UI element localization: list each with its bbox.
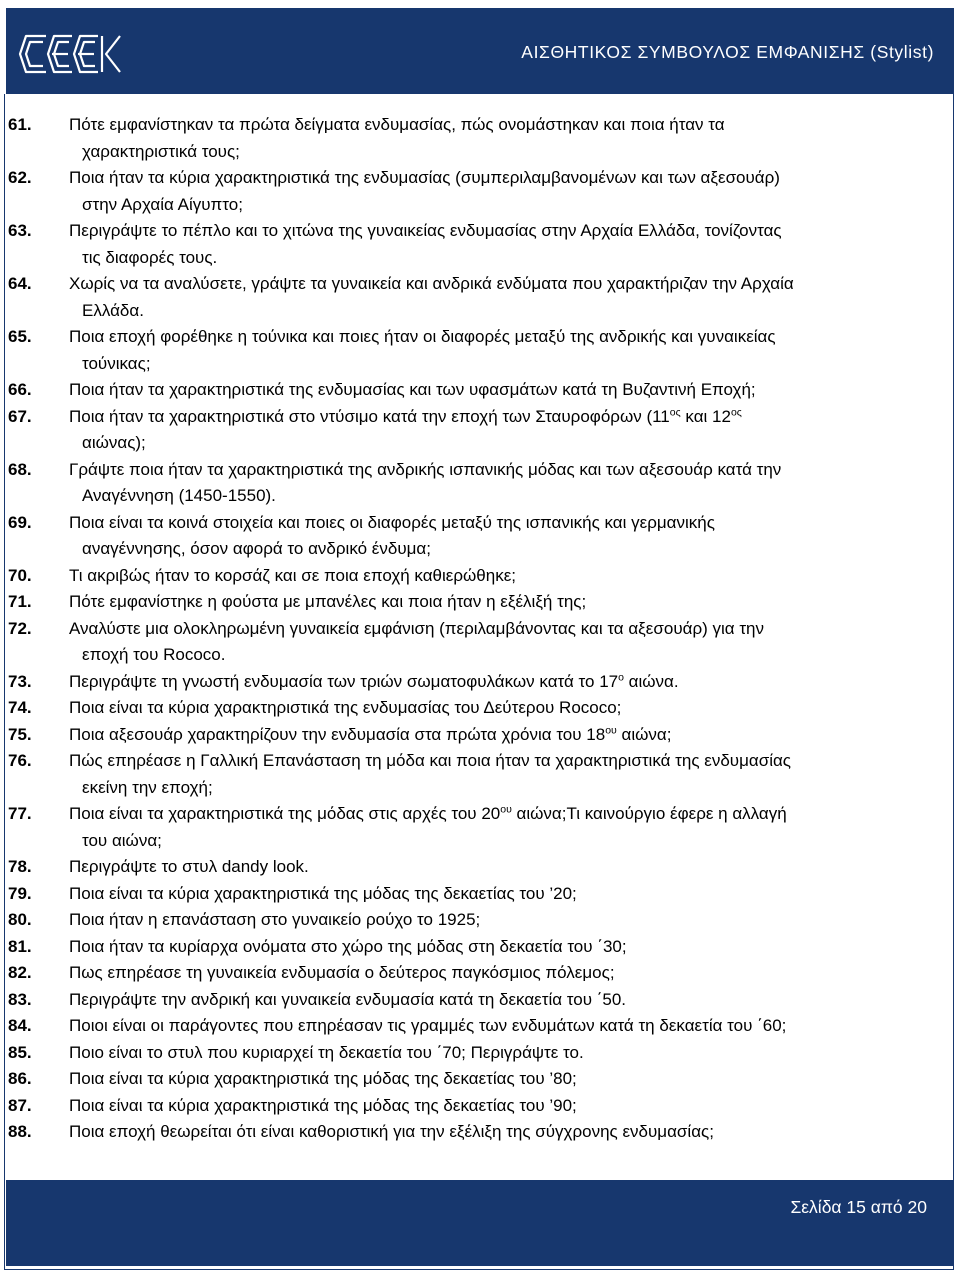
question-text-line: Ποια εποχή θεωρείται ότι είναι καθοριστική για την εξέλιξη της σύγχρονης ενδυμασίας; [69, 1122, 714, 1141]
question-number: 65. [8, 327, 32, 346]
question-item [8, 722, 948, 749]
question-number: 85. [8, 1042, 32, 1062]
question-text-line: τις διαφορές τους. [82, 247, 218, 267]
question-number: 67. [8, 406, 32, 426]
question-number: 77. [8, 804, 32, 823]
question-number: 70. [8, 565, 32, 585]
question-number: 69. [8, 512, 32, 532]
question-text-line: Ποια είναι τα κοινά στοιχεία και ποιες οι διαφορές μεταξύ της ισπανικής και γερμανικής [69, 512, 715, 532]
question-text-line: Ποια εποχή φορέθηκε η τούνικα και ποιες ήταν οι διαφορές μεταξύ της ανδρικής και γυναικείας [69, 327, 776, 346]
question-number: 88. [8, 1122, 32, 1141]
question-text-line: Ποια είναι τα χαρακτηριστικά της μόδας στις αρχές του $20^{o\upsilon}$ αιώνα;Τι καινούργιο έφερε η αλλαγή [69, 803, 787, 823]
question-item [8, 695, 948, 722]
question-item [8, 801, 948, 854]
question-text-line: Περιγράψτε τη γνωστή ενδυμασία των τριών σωματοφυλάκων κατά το $17^o$ αιώνα. [69, 670, 679, 691]
question-text-line: Ποια είναι τα κύρια χαρακτηριστικά της μόδας της δεκαετίας του ’90; [69, 1095, 577, 1115]
question-number: 68. [8, 459, 32, 479]
question-item [8, 1013, 948, 1040]
footer-band [6, 1180, 954, 1266]
question-text-line: αιώνας); [82, 433, 146, 452]
question-item [8, 616, 948, 669]
question-text-line: στην Αρχαία Αίγυπτο; [82, 194, 243, 214]
question-text-line: Χωρίς να τα αναλύσετε, γράψτε τα γυναικεία και ανδρικά ενδύματα που χαρακτήριζαν την Αρχαία [69, 274, 794, 293]
question-number: 62. [8, 168, 32, 187]
question-item [8, 1093, 948, 1120]
header-title: ΑΙΣΘΗΤΙΚΟΣ ΣΥΜΒΟΥΛΟΣ ΕΜΦΑΝΙΣΗΣ (Stylist) [521, 42, 934, 62]
question-text-line: Ποια αξεσουάρ χαρακτηρίζουν την ενδυμασία στα πρώτα χρόνια του $18^{o\upsilon}$ αιώνα; [69, 723, 672, 744]
question-item [8, 271, 948, 324]
question-text-line: εποχή του Rococo. [82, 645, 226, 664]
question-text-line: αναγέννησης, όσον αφορά το ανδρικό ένδυμα; [82, 539, 431, 558]
ceek-logo-icon [16, 28, 122, 80]
question-number: 75. [8, 724, 32, 744]
question-item [8, 748, 948, 801]
question-text-line: Πώς επηρέασε η Γαλλική Επανάσταση τη μόδα και ποια ήταν τα χαρακτηριστικά της ενδυμασίας [69, 751, 792, 770]
question-item [8, 987, 948, 1014]
question-number: 76. [8, 751, 32, 770]
question-number: 72. [8, 618, 32, 638]
question-text-line: Ελλάδα. [82, 300, 144, 320]
question-text-line: Ποια ήταν τα κύρια χαρακτηριστικά της ενδυμασίας (συμπεριλαμβανομένων και των αξεσουάρ) [69, 168, 780, 187]
question-item [8, 510, 948, 563]
question-number: 66. [8, 380, 32, 399]
question-item [8, 218, 948, 271]
question-text-line: Ποιοι είναι οι παράγοντες που επηρέασαν τις γραμμές των ενδυμάτων κατά τη δεκαετία του ΄60; [69, 1016, 787, 1035]
question-text-line: Ποια ήταν η επανάσταση στο γυναικείο ρούχο το 1925; [69, 910, 481, 929]
question-text-line: χαρακτηριστικά τους; [82, 141, 240, 161]
question-item [8, 854, 948, 881]
question-text-line: Ποια ήταν τα χαρακτηριστικά στο ντύσιμο κατά την εποχή των Σταυροφόρων ($11^{o\varsigma}$ και $12^{o\varsigma}$ [69, 405, 742, 426]
question-number: 83. [8, 989, 32, 1009]
question-text-line: Αναγέννηση (1450-1550). [82, 486, 276, 505]
question-item [8, 563, 948, 590]
question-text-line: του αιώνα; [82, 830, 162, 850]
question-item [8, 669, 948, 696]
question-text-line: Περιγράψτε το στυλ dandy look. [69, 857, 309, 876]
question-item [8, 1119, 948, 1146]
question-item [8, 112, 948, 165]
question-number: 78. [8, 857, 32, 876]
question-text-line: Περιγράψτε την ανδρική και γυναικεία ενδυμασία κατά τη δεκαετία του ΄50. [69, 989, 627, 1009]
question-item [8, 934, 948, 961]
question-item [8, 404, 948, 457]
question-item [8, 1066, 948, 1093]
question-text-line: Ποιο είναι το στυλ που κυριαρχεί τη δεκαετία του ΄70; Περιγράψτε το. [69, 1042, 584, 1062]
question-item [8, 907, 948, 934]
question-item [8, 377, 948, 404]
question-text-line: Ποια ήταν τα κυρίαρχα ονόματα στο χώρο της μόδας στη δεκαετία του ΄30; [69, 936, 627, 956]
question-number: 84. [8, 1016, 32, 1035]
question-text-line: εκείνη την εποχή; [82, 777, 213, 797]
question-number: 71. [8, 592, 32, 611]
question-text-line: Πως επηρέασε τη γυναικεία ενδυμασία ο δεύτερος παγκόσμιος πόλεμος; [69, 963, 615, 982]
question-item [8, 589, 948, 616]
question-item [8, 165, 948, 218]
question-text-line: Ποια ήταν τα χαρακτηριστικά της ενδυμασίας και των υφασμάτων κατά τη Βυζαντινή Εποχή; [69, 380, 756, 399]
question-number: 63. [8, 221, 32, 240]
question-item [8, 324, 948, 377]
question-number: 81. [8, 936, 32, 956]
question-number: 87. [8, 1095, 32, 1115]
question-number: 61. [8, 115, 32, 134]
question-text-line: Ποια είναι τα κύρια χαρακτηριστικά της μόδας της δεκαετίας του ’20; [69, 883, 577, 903]
question-text-line: Αναλύστε μια ολοκληρωμένη γυναικεία εμφάνιση (περιλαμβάνοντας και τα αξεσουάρ) για την [69, 618, 764, 638]
question-text-line: Ποια είναι τα κύρια χαρακτηριστικά της μόδας της δεκαετίας του ’80; [69, 1069, 577, 1088]
question-number: 73. [8, 671, 32, 691]
question-text-line: Γράψτε ποια ήταν τα χαρακτηριστικά της ανδρικής ισπανικής μόδας και των αξεσουάρ κατά την [69, 459, 782, 479]
question-number: 82. [8, 963, 32, 982]
question-number: 64. [8, 274, 32, 293]
question-text-line: τούνικας; [82, 353, 151, 373]
question-number: 80. [8, 910, 32, 929]
question-number: 74. [8, 698, 32, 717]
question-text-line: Ποια είναι τα κύρια χαρακτηριστικά της ενδυμασίας του Δεύτερου Rococo; [69, 698, 622, 717]
question-text-line: Πότε εμφανίστηκαν τα πρώτα δείγματα ενδυμασίας, πώς ονομάστηκαν και ποια ήταν τα [69, 115, 725, 134]
question-item [8, 960, 948, 987]
question-text-line: Περιγράψτε το πέπλο και το χιτώνα της γυναικείας ενδυμασίας στην Αρχαία Ελλάδα, τονίζοντας [69, 221, 782, 240]
page-number: Σελίδα 15 από 20 [790, 1197, 927, 1217]
question-list [8, 112, 948, 1146]
question-item [8, 881, 948, 908]
question-number: 86. [8, 1069, 32, 1088]
question-text-line: Τι ακριβώς ήταν το κορσάζ και σε ποια εποχή καθιερώθηκε; [69, 565, 517, 585]
question-text-line: Πότε εμφανίστηκε η φούστα με μπανέλες και ποια ήταν η εξέλιξή της; [69, 592, 587, 611]
question-item [8, 457, 948, 510]
question-item [8, 1040, 948, 1067]
question-number: 79. [8, 883, 32, 903]
